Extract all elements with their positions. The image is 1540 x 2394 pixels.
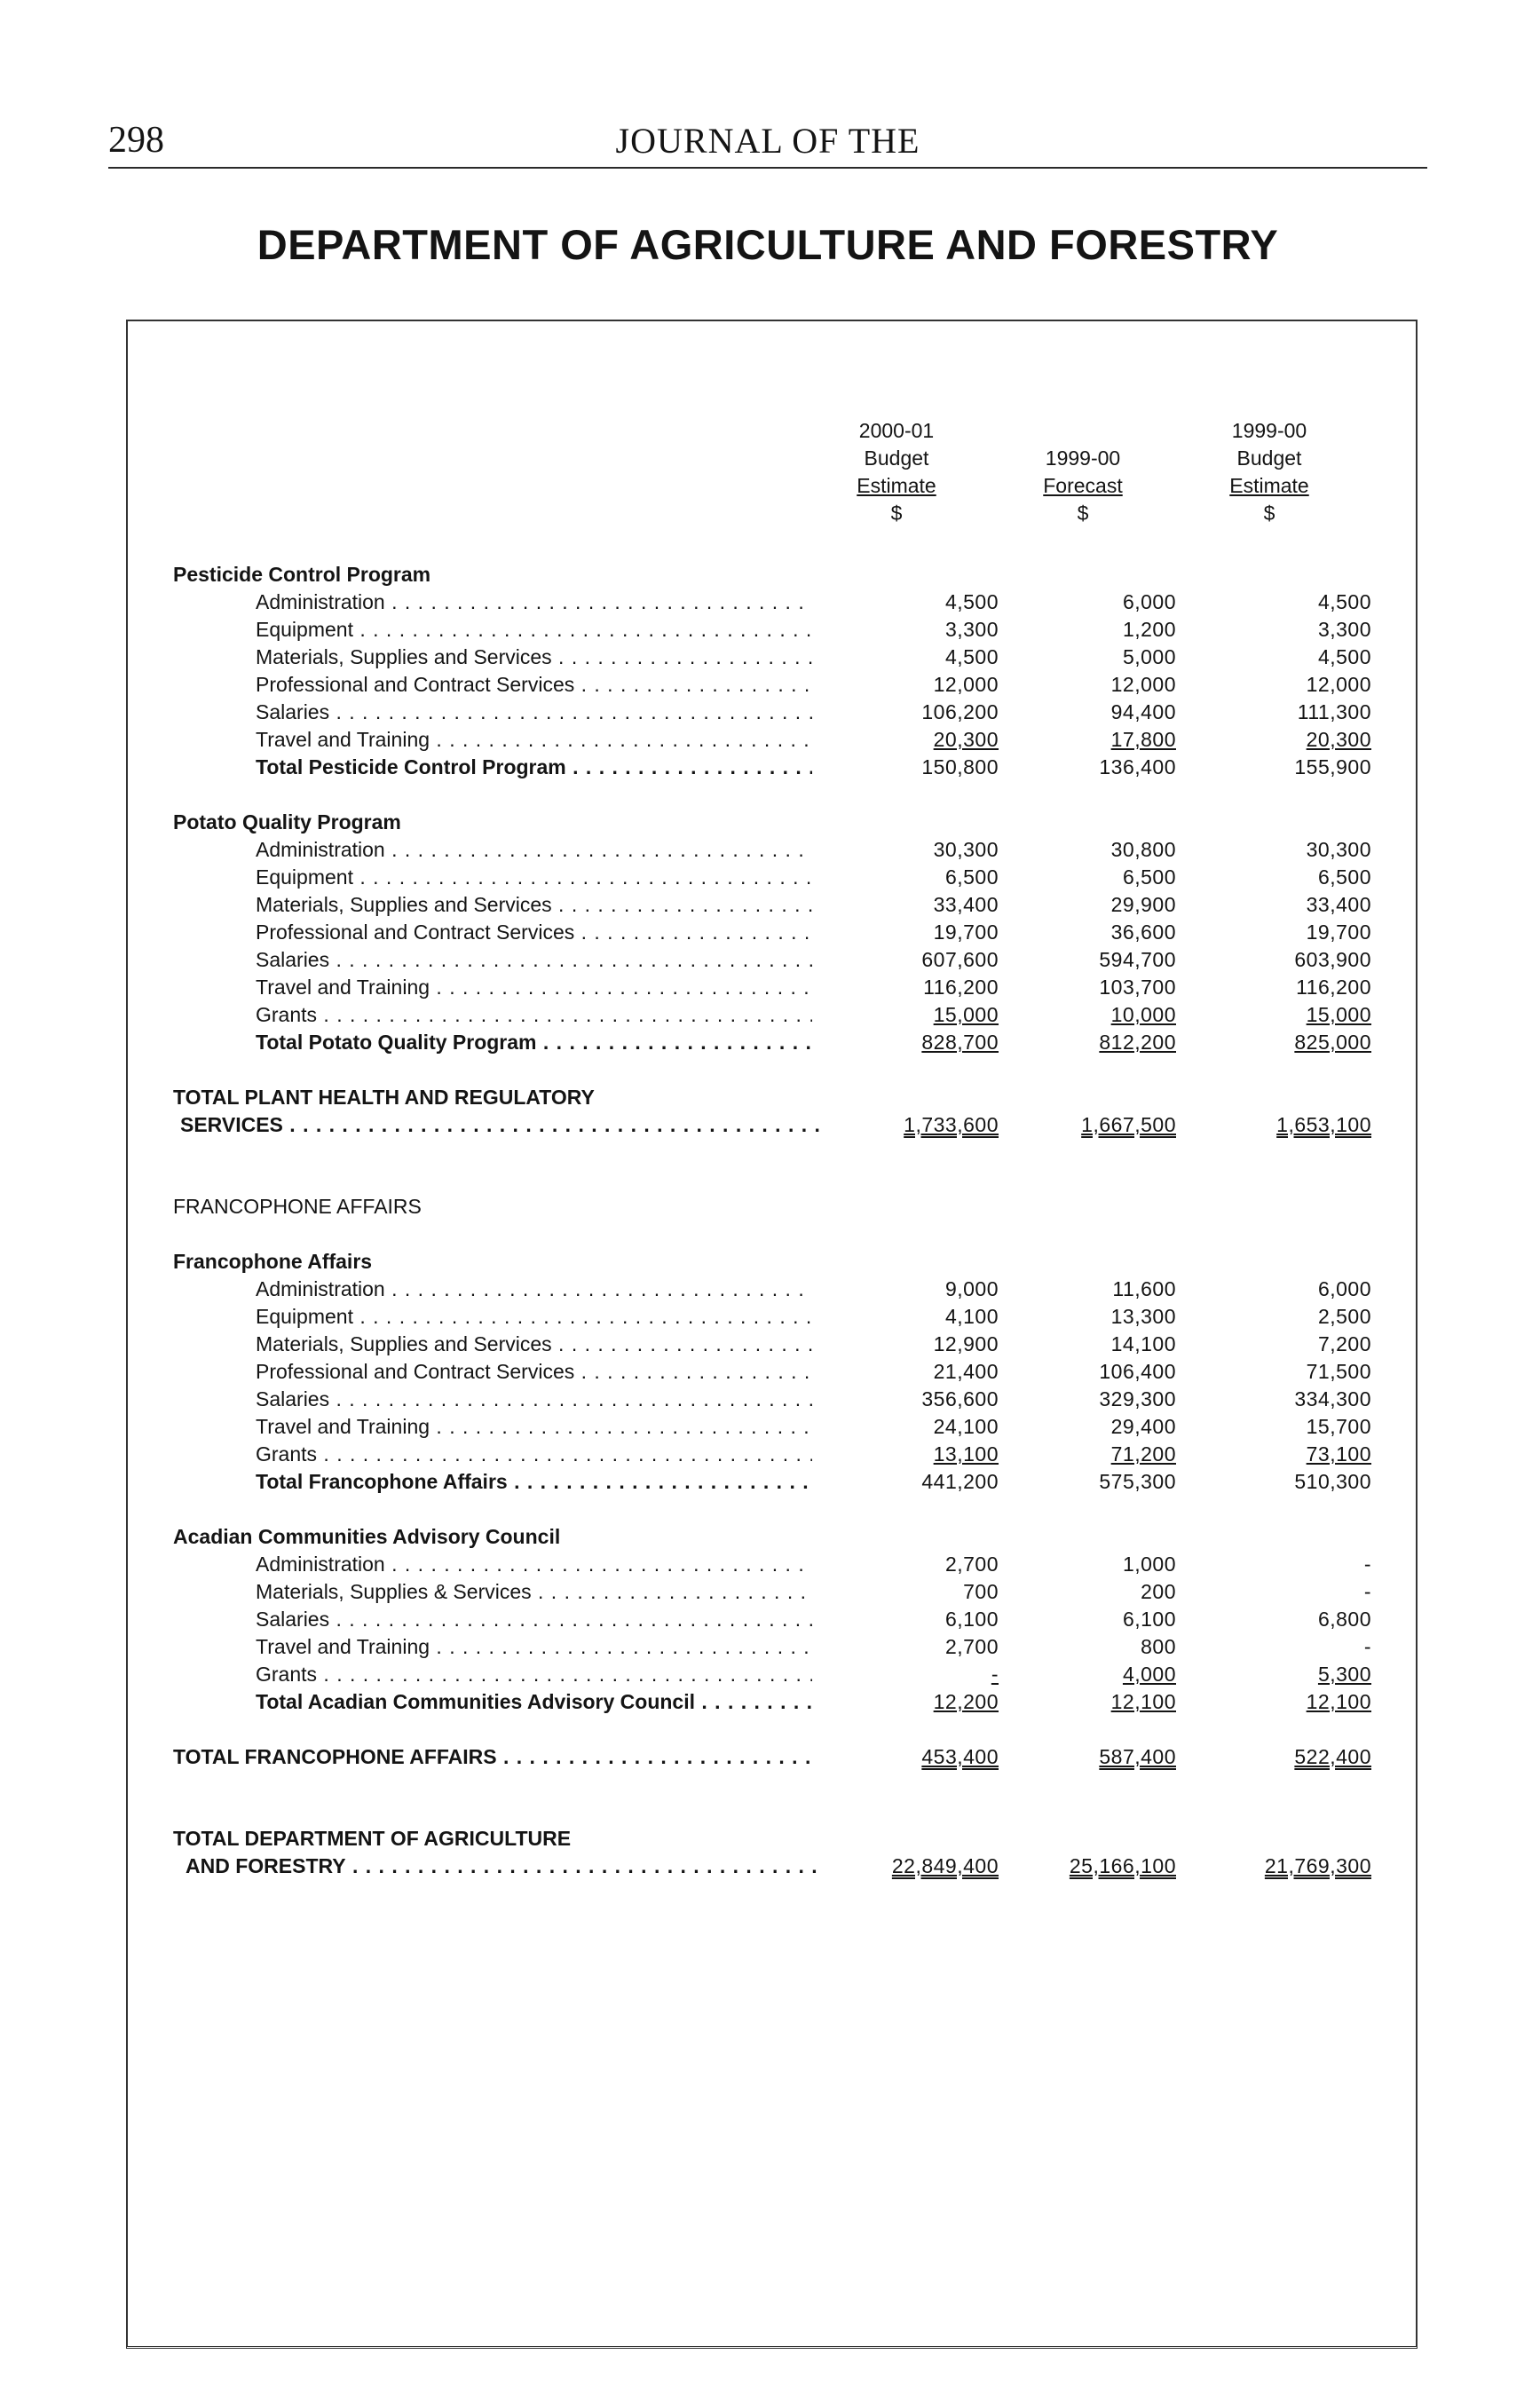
subtotal-row	[173, 1688, 1371, 1716]
value-forecast: 329,300	[1099, 1387, 1176, 1410]
value-forecast: 12,100	[1110, 1690, 1176, 1713]
column-header-2000-01-budget-estimate	[794, 417, 999, 527]
subtotal-label: Total Potato Quality Program . . .	[256, 1029, 812, 1056]
section-title-francophone: Francophone Affairs	[173, 1250, 373, 1273]
value-1999-00: 825,000	[1294, 1031, 1371, 1054]
row-label: Administration . . .	[256, 836, 812, 864]
total-label: TOTAL FRANCOPHONE AFFAIRS . . .	[173, 1743, 812, 1771]
table-row	[173, 1578, 1371, 1606]
row-label: Professional and Contract Services . . .	[256, 671, 812, 699]
value-forecast: 1,000	[1122, 1553, 1176, 1576]
table-row	[173, 616, 1371, 644]
value-2000-01: 6,100	[944, 1608, 999, 1631]
row-label: Professional and Contract Services . . .	[256, 919, 812, 946]
value-1999-00: 5,300	[1317, 1663, 1371, 1686]
subtotal-row	[173, 1468, 1371, 1496]
table-row	[173, 1441, 1371, 1468]
table-row	[173, 946, 1371, 974]
value-forecast: 12,000	[1110, 673, 1176, 696]
value-1999-00: 6,500	[1317, 865, 1371, 889]
value-forecast: 812,200	[1099, 1031, 1176, 1054]
grand-total-row	[173, 1853, 1371, 1880]
table-row	[173, 864, 1371, 891]
value-2000-01: 13,100	[933, 1442, 999, 1466]
row-label: Grants . . .	[256, 1001, 812, 1029]
value-2000-01: 33,400	[933, 893, 999, 916]
value-1999-00: 12,100	[1306, 1690, 1371, 1713]
journal-title: JOURNAL OF THE	[615, 121, 920, 161]
column-header-unit: $	[1263, 502, 1275, 525]
row-label: Materials, Supplies and Services . . .	[256, 891, 812, 919]
value-forecast: 5,000	[1122, 645, 1176, 668]
row-label: Travel and Training . . .	[256, 726, 812, 754]
table-row	[173, 1413, 1371, 1441]
value-2000-01: 441,200	[921, 1470, 999, 1493]
value-2000-01: 116,200	[923, 976, 999, 999]
department-title: DEPARTMENT OF AGRICULTURE AND FORESTRY	[257, 221, 1279, 268]
value-1999-00: 19,700	[1306, 920, 1371, 944]
value-2000-01: 9,000	[944, 1277, 999, 1300]
value-1999-00: 20,300	[1306, 728, 1371, 751]
value-forecast: 29,900	[1110, 893, 1176, 916]
value-2000-01: 1,733,600	[904, 1113, 999, 1136]
value-1999-00: -	[1363, 1553, 1371, 1576]
table-row	[173, 1661, 1371, 1688]
value-1999-00: 4,500	[1317, 590, 1371, 613]
table-row	[173, 836, 1371, 864]
value-2000-01: 2,700	[944, 1635, 999, 1658]
value-1999-00: 6,800	[1317, 1608, 1371, 1631]
value-2000-01: 12,900	[933, 1332, 999, 1355]
table-row	[173, 919, 1371, 946]
section-title-acadian: Acadian Communities Advisory Council	[173, 1525, 561, 1548]
value-forecast: 800	[1141, 1635, 1176, 1658]
row-label: Administration . . .	[256, 1276, 812, 1303]
column-header-unit: $	[1077, 502, 1089, 525]
total-label: SERVICES . . .	[173, 1111, 819, 1139]
value-forecast: 71,200	[1110, 1442, 1176, 1466]
total-label: AND FORESTRY . . .	[173, 1853, 825, 1880]
table-row	[173, 726, 1371, 754]
value-forecast: 29,400	[1110, 1415, 1176, 1438]
table-row	[173, 1001, 1371, 1029]
value-2000-01: 4,500	[944, 590, 999, 613]
column-header-1999-00-budget-estimate	[1167, 417, 1371, 527]
value-2000-01: 2,700	[944, 1553, 999, 1576]
value-forecast: 136,400	[1099, 755, 1176, 778]
value-forecast: 6,500	[1122, 865, 1176, 889]
value-forecast: 6,000	[1122, 590, 1176, 613]
row-label: Administration . . .	[256, 589, 812, 616]
column-header-line: Estimate	[857, 474, 936, 497]
value-1999-00: 334,300	[1294, 1387, 1371, 1410]
value-forecast: 106,400	[1099, 1360, 1176, 1383]
value-1999-00: 155,900	[1294, 755, 1371, 778]
value-forecast: 13,300	[1110, 1305, 1176, 1328]
value-forecast: 30,800	[1110, 838, 1176, 861]
value-1999-00: 71,500	[1306, 1360, 1371, 1383]
total-plant-health-label-line1: TOTAL PLANT HEALTH AND REGULATORY	[173, 1086, 595, 1109]
column-header-unit: $	[890, 502, 903, 525]
value-1999-00: 73,100	[1306, 1442, 1371, 1466]
value-1999-00: 30,300	[1306, 838, 1371, 861]
value-forecast: 575,300	[1099, 1470, 1176, 1493]
value-forecast: 17,800	[1110, 728, 1176, 751]
value-1999-00: 12,000	[1306, 673, 1371, 696]
grand-total-row	[173, 1111, 1371, 1139]
value-1999-00: 3,300	[1317, 618, 1371, 641]
francophone-affairs-heading: FRANCOPHONE AFFAIRS	[173, 1195, 422, 1218]
table-row	[173, 1633, 1371, 1661]
value-2000-01: 22,849,400	[891, 1854, 999, 1877]
row-label: Equipment . . .	[256, 616, 812, 644]
row-label: Equipment . . .	[256, 864, 812, 891]
page-header	[108, 117, 1427, 169]
column-header-line: 2000-01	[858, 419, 935, 442]
table-row	[173, 1276, 1371, 1303]
row-label: Salaries . . .	[256, 1606, 812, 1633]
value-2000-01: 453,400	[921, 1745, 999, 1768]
subtotal-label: Total Pesticide Control Program . . .	[256, 754, 812, 781]
value-1999-00: 510,300	[1294, 1470, 1371, 1493]
value-forecast: 11,600	[1112, 1277, 1176, 1300]
column-header-1999-00-forecast	[981, 417, 1185, 527]
subtotal-row	[173, 1029, 1371, 1056]
value-1999-00: 116,200	[1296, 976, 1371, 999]
value-1999-00: 21,769,300	[1264, 1854, 1371, 1877]
value-forecast: 200	[1141, 1580, 1176, 1603]
value-2000-01: 150,800	[921, 755, 999, 778]
column-header-line: 1999-00	[1231, 419, 1307, 442]
row-label: Travel and Training . . .	[256, 974, 812, 1001]
value-2000-01: 12,000	[933, 673, 999, 696]
value-forecast: 14,100	[1110, 1332, 1176, 1355]
row-label: Administration . . .	[256, 1551, 812, 1578]
value-2000-01: 106,200	[921, 700, 999, 723]
value-1999-00: 522,400	[1294, 1745, 1371, 1768]
row-label: Salaries . . .	[256, 1386, 812, 1413]
row-label: Professional and Contract Services . . .	[256, 1358, 812, 1386]
column-header-line: Budget	[1236, 446, 1302, 470]
value-forecast: 587,400	[1099, 1745, 1176, 1768]
value-1999-00: 15,700	[1306, 1415, 1371, 1438]
value-forecast: 1,667,500	[1081, 1113, 1176, 1136]
value-2000-01: 12,200	[933, 1690, 999, 1713]
value-forecast: 4,000	[1122, 1663, 1176, 1686]
column-header-line: Forecast	[1043, 474, 1123, 497]
row-label: Travel and Training . . .	[256, 1633, 812, 1661]
column-header-line	[981, 417, 1185, 445]
column-header-line: 1999-00	[1045, 446, 1121, 470]
value-2000-01: 21,400	[933, 1360, 999, 1383]
row-label: Grants . . .	[256, 1661, 812, 1688]
table-row	[173, 1331, 1371, 1358]
row-label: Materials, Supplies and Services . . .	[256, 1331, 812, 1358]
subtotal-label: Total Francophone Affairs . . .	[256, 1468, 812, 1496]
value-forecast: 1,200	[1122, 618, 1176, 641]
grand-total-row	[173, 1743, 1371, 1771]
value-1999-00: 6,000	[1317, 1277, 1371, 1300]
value-2000-01: 19,700	[933, 920, 999, 944]
value-2000-01: 24,100	[933, 1415, 999, 1438]
subtotal-label: Total Acadian Communities Advisory Council . . .	[256, 1688, 812, 1716]
value-1999-00: 2,500	[1317, 1305, 1371, 1328]
value-1999-00: 4,500	[1317, 645, 1371, 668]
value-2000-01: -	[991, 1663, 999, 1686]
table-row	[173, 699, 1371, 726]
value-forecast: 10,000	[1110, 1003, 1176, 1026]
value-2000-01: 607,600	[921, 948, 999, 971]
row-label: Salaries . . .	[256, 699, 812, 726]
value-2000-01: 30,300	[933, 838, 999, 861]
value-2000-01: 15,000	[933, 1003, 999, 1026]
column-header-line: Estimate	[1229, 474, 1309, 497]
value-2000-01: 6,500	[944, 865, 999, 889]
value-forecast: 25,166,100	[1069, 1854, 1176, 1877]
subtotal-row	[173, 754, 1371, 781]
value-1999-00: 33,400	[1306, 893, 1371, 916]
table-row	[173, 974, 1371, 1001]
value-forecast: 103,700	[1099, 976, 1176, 999]
row-label: Salaries . . .	[256, 946, 812, 974]
value-forecast: 594,700	[1099, 948, 1176, 971]
table-row	[173, 891, 1371, 919]
value-2000-01: 356,600	[921, 1387, 999, 1410]
value-forecast: 36,600	[1110, 920, 1176, 944]
value-2000-01: 700	[963, 1580, 999, 1603]
value-1999-00: -	[1363, 1635, 1371, 1658]
value-1999-00: 603,900	[1294, 948, 1371, 971]
row-label: Travel and Training . . .	[256, 1413, 812, 1441]
value-2000-01: 20,300	[933, 728, 999, 751]
row-label: Equipment . . .	[256, 1303, 812, 1331]
section-title-potato: Potato Quality Program	[173, 810, 401, 834]
table-row	[173, 589, 1371, 616]
value-1999-00: 7,200	[1317, 1332, 1371, 1355]
table-row	[173, 1358, 1371, 1386]
table-row	[173, 1303, 1371, 1331]
value-2000-01: 4,100	[944, 1305, 999, 1328]
value-2000-01: 3,300	[944, 618, 999, 641]
table-row	[173, 1386, 1371, 1413]
table-row	[173, 1551, 1371, 1578]
table-row	[173, 644, 1371, 671]
value-1999-00: 15,000	[1306, 1003, 1371, 1026]
row-label: Materials, Supplies and Services . . .	[256, 644, 812, 671]
column-header-line: Budget	[864, 446, 929, 470]
total-department-label-line1: TOTAL DEPARTMENT OF AGRICULTURE	[173, 1827, 572, 1850]
page-number: 298	[108, 120, 164, 161]
value-2000-01: 828,700	[921, 1031, 999, 1054]
value-forecast: 94,400	[1110, 700, 1176, 723]
value-2000-01: 4,500	[944, 645, 999, 668]
table-row	[173, 671, 1371, 699]
row-label: Materials, Supplies & Services . . .	[256, 1578, 812, 1606]
row-label: Grants . . .	[256, 1441, 812, 1468]
value-1999-00: 111,300	[1297, 700, 1371, 723]
value-1999-00: -	[1363, 1580, 1371, 1603]
value-1999-00: 1,653,100	[1276, 1113, 1371, 1136]
table-row	[173, 1606, 1371, 1633]
value-forecast: 6,100	[1122, 1608, 1176, 1631]
section-title-pesticide: Pesticide Control Program	[173, 563, 431, 586]
